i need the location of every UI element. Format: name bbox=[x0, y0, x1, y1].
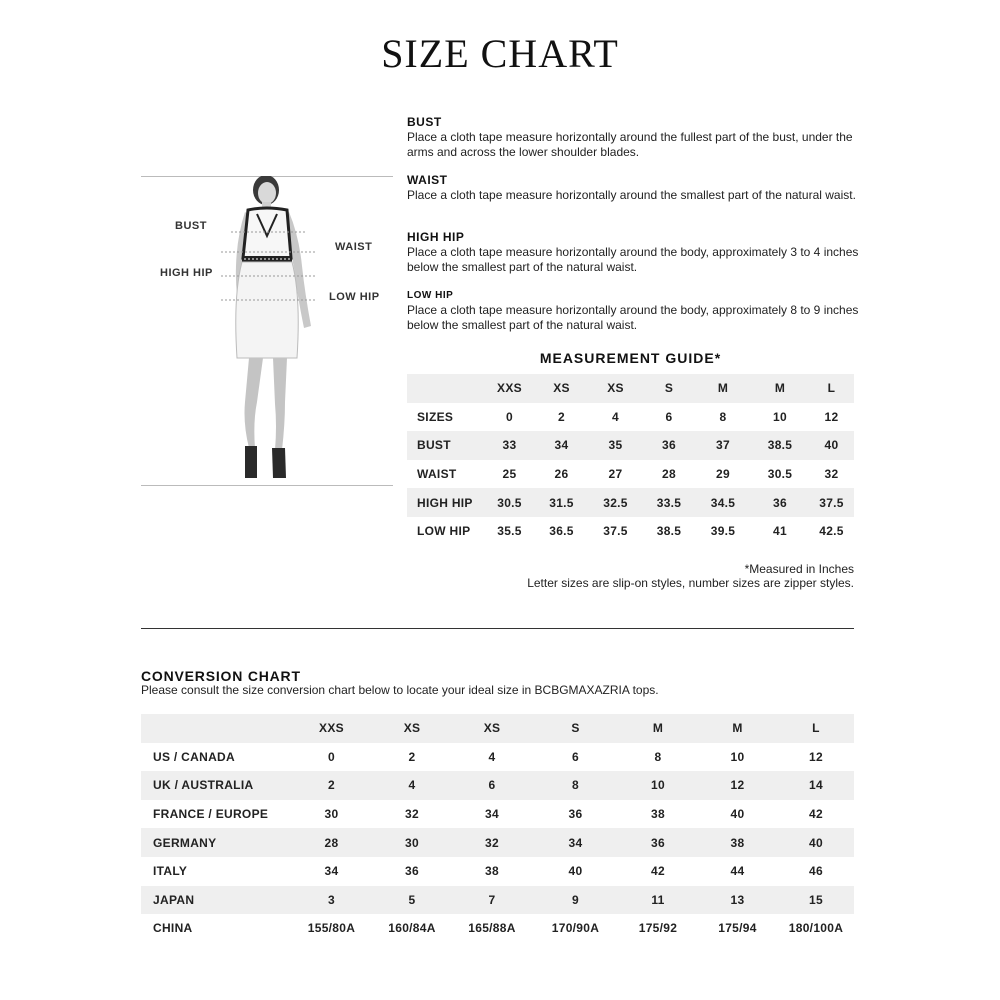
measurement-guide-table bbox=[407, 374, 854, 546]
table-row bbox=[407, 460, 854, 489]
table-cell: 4 bbox=[452, 743, 532, 772]
table-cell: 36 bbox=[643, 431, 695, 460]
table-cell: 36 bbox=[372, 857, 452, 886]
table-row bbox=[407, 403, 854, 432]
table-cell: 40 bbox=[809, 431, 854, 460]
header-cell: M bbox=[619, 714, 697, 743]
table-cell: 12 bbox=[697, 771, 778, 800]
table-cell: 3 bbox=[291, 886, 372, 915]
table-cell: 10 bbox=[697, 743, 778, 772]
header-cell: S bbox=[643, 374, 695, 403]
table-cell: 37.5 bbox=[588, 517, 643, 546]
table-row bbox=[407, 431, 854, 460]
row-label: BUST bbox=[407, 431, 484, 460]
table-cell: 2 bbox=[291, 771, 372, 800]
table-cell: 37 bbox=[695, 431, 751, 460]
table-cell: 9 bbox=[532, 886, 619, 915]
measurement-notes bbox=[407, 562, 854, 590]
table-cell: 30 bbox=[291, 800, 372, 829]
table-cell: 10 bbox=[619, 771, 697, 800]
table-cell: 2 bbox=[535, 403, 588, 432]
header-cell bbox=[407, 374, 484, 403]
table-cell: 170/90A bbox=[532, 914, 619, 943]
table-cell: 30.5 bbox=[484, 488, 535, 517]
table-cell: 175/92 bbox=[619, 914, 697, 943]
table-cell: 38.5 bbox=[643, 517, 695, 546]
table-cell: 10 bbox=[751, 403, 809, 432]
table-cell: 35 bbox=[588, 431, 643, 460]
table-cell: 6 bbox=[452, 771, 532, 800]
conversion-chart-subtitle: Please consult the size conversion chart below to locate your ideal size in BCBGMAXAZRIA tops. bbox=[141, 683, 659, 697]
header-cell: L bbox=[809, 374, 854, 403]
definition-text: Place a cloth tape measure horizontally around the fullest part of the bust, under the arms and across the lower shoulder blades. bbox=[407, 130, 853, 159]
header-cell: XS bbox=[452, 714, 532, 743]
table-cell: 46 bbox=[778, 857, 854, 886]
table-cell: 15 bbox=[778, 886, 854, 915]
table-cell: 6 bbox=[532, 743, 619, 772]
definition-term: WAIST bbox=[407, 173, 448, 187]
table-cell: 42.5 bbox=[809, 517, 854, 546]
table-cell: 160/84A bbox=[372, 914, 452, 943]
table-cell: 28 bbox=[643, 460, 695, 489]
table-cell: 38 bbox=[697, 828, 778, 857]
table-cell: 27 bbox=[588, 460, 643, 489]
table-cell: 0 bbox=[484, 403, 535, 432]
row-label: WAIST bbox=[407, 460, 484, 489]
table-cell: 36 bbox=[751, 488, 809, 517]
table-cell: 0 bbox=[291, 743, 372, 772]
table-cell: 36.5 bbox=[535, 517, 588, 546]
table-cell: 40 bbox=[532, 857, 619, 886]
conversion-table bbox=[141, 714, 854, 943]
table-cell: 12 bbox=[778, 743, 854, 772]
table-header-row bbox=[141, 714, 854, 743]
table-cell: 6 bbox=[643, 403, 695, 432]
definition-text: Place a cloth tape measure horizontally around the body, approximately 3 to 4 inches below the smallest part of the natural waist. bbox=[407, 245, 859, 274]
table-cell: 34 bbox=[532, 828, 619, 857]
figure-label-waist: WAIST bbox=[335, 241, 373, 253]
table-cell: 37.5 bbox=[809, 488, 854, 517]
table-cell: 31.5 bbox=[535, 488, 588, 517]
table-cell: 30.5 bbox=[751, 460, 809, 489]
row-label: LOW HIP bbox=[407, 517, 484, 546]
table-cell: 38 bbox=[619, 800, 697, 829]
header-cell: XXS bbox=[291, 714, 372, 743]
header-cell: XS bbox=[588, 374, 643, 403]
table-row bbox=[141, 771, 854, 800]
table-cell: 30 bbox=[372, 828, 452, 857]
table-cell: 2 bbox=[372, 743, 452, 772]
table-row bbox=[141, 800, 854, 829]
table-cell: 29 bbox=[695, 460, 751, 489]
table-cell: 4 bbox=[588, 403, 643, 432]
row-label: FRANCE / EUROPE bbox=[141, 800, 291, 829]
table-cell: 28 bbox=[291, 828, 372, 857]
table-cell: 44 bbox=[697, 857, 778, 886]
page-title: SIZE CHART bbox=[381, 31, 619, 76]
table-cell: 42 bbox=[778, 800, 854, 829]
table-cell: 180/100A bbox=[778, 914, 854, 943]
note-size-styles: Letter sizes are slip-on styles, number sizes are zipper styles. bbox=[527, 576, 854, 590]
row-label: ITALY bbox=[141, 857, 291, 886]
header-cell bbox=[141, 714, 291, 743]
row-label: HIGH HIP bbox=[407, 488, 484, 517]
table-cell: 8 bbox=[532, 771, 619, 800]
figure-label-high-hip: HIGH HIP bbox=[160, 267, 213, 279]
table-cell: 40 bbox=[778, 828, 854, 857]
table-cell: 39.5 bbox=[695, 517, 751, 546]
table-cell: 42 bbox=[619, 857, 697, 886]
table-row bbox=[141, 914, 854, 943]
definition-text: Place a cloth tape measure horizontally around the body, approximately 8 to 9 inches below the smallest part of the natural waist. bbox=[407, 303, 859, 332]
table-cell: 32 bbox=[452, 828, 532, 857]
header-cell: XXS bbox=[484, 374, 535, 403]
definition-text: Place a cloth tape measure horizontally around the smallest part of the natural waist. bbox=[407, 188, 856, 202]
table-cell: 34 bbox=[452, 800, 532, 829]
header-cell: L bbox=[778, 714, 854, 743]
definition-term: HIGH HIP bbox=[407, 230, 465, 244]
table-cell: 35.5 bbox=[484, 517, 535, 546]
note-measured-in-inches: *Measured in Inches bbox=[744, 562, 854, 576]
table-row bbox=[407, 488, 854, 517]
row-label: JAPAN bbox=[141, 886, 291, 915]
definition-term: LOW HIP bbox=[407, 290, 454, 301]
table-cell: 5 bbox=[372, 886, 452, 915]
definition-waist bbox=[407, 173, 867, 203]
table-cell: 175/94 bbox=[697, 914, 778, 943]
table-cell: 25 bbox=[484, 460, 535, 489]
row-label: SIZES bbox=[407, 403, 484, 432]
table-cell: 13 bbox=[697, 886, 778, 915]
row-label: US / CANADA bbox=[141, 743, 291, 772]
table-cell: 8 bbox=[695, 403, 751, 432]
header-cell: S bbox=[532, 714, 619, 743]
table-row bbox=[141, 828, 854, 857]
table-row bbox=[407, 517, 854, 546]
table-cell: 38.5 bbox=[751, 431, 809, 460]
table-cell: 41 bbox=[751, 517, 809, 546]
table-cell: 32 bbox=[372, 800, 452, 829]
definition-term: BUST bbox=[407, 115, 442, 129]
figure-label-low-hip: LOW HIP bbox=[329, 291, 380, 303]
measurement-guide-heading: MEASUREMENT GUIDE* bbox=[539, 350, 722, 366]
table-cell: 26 bbox=[535, 460, 588, 489]
table-cell: 38 bbox=[452, 857, 532, 886]
row-label: GERMANY bbox=[141, 828, 291, 857]
table-cell: 4 bbox=[372, 771, 452, 800]
table-cell: 34 bbox=[535, 431, 588, 460]
header-cell: XS bbox=[535, 374, 588, 403]
table-cell: 32 bbox=[809, 460, 854, 489]
table-cell: 11 bbox=[619, 886, 697, 915]
header-cell: XS bbox=[372, 714, 452, 743]
header-cell: M bbox=[695, 374, 751, 403]
table-cell: 33.5 bbox=[643, 488, 695, 517]
table-cell: 8 bbox=[619, 743, 697, 772]
table-cell: 34.5 bbox=[695, 488, 751, 517]
table-row bbox=[141, 886, 854, 915]
table-cell: 34 bbox=[291, 857, 372, 886]
definition-low-hip bbox=[407, 288, 867, 332]
row-label: UK / AUSTRALIA bbox=[141, 771, 291, 800]
definition-bust bbox=[407, 115, 867, 159]
table-row bbox=[141, 743, 854, 772]
conversion-chart-title: CONVERSION CHART bbox=[141, 668, 301, 684]
definition-high-hip bbox=[407, 230, 867, 274]
table-cell: 40 bbox=[697, 800, 778, 829]
header-cell: M bbox=[697, 714, 778, 743]
figure-bottom-rule bbox=[141, 485, 393, 486]
table-cell: 36 bbox=[532, 800, 619, 829]
row-label: CHINA bbox=[141, 914, 291, 943]
table-cell: 165/88A bbox=[452, 914, 532, 943]
table-cell: 12 bbox=[809, 403, 854, 432]
model-figure bbox=[141, 176, 393, 486]
table-cell: 7 bbox=[452, 886, 532, 915]
table-cell: 36 bbox=[619, 828, 697, 857]
table-cell: 32.5 bbox=[588, 488, 643, 517]
table-cell: 14 bbox=[778, 771, 854, 800]
table-cell: 155/80A bbox=[291, 914, 372, 943]
header-cell: M bbox=[751, 374, 809, 403]
figure-label-bust: BUST bbox=[175, 220, 207, 232]
table-header-row bbox=[407, 374, 854, 403]
table-cell: 33 bbox=[484, 431, 535, 460]
section-divider bbox=[141, 628, 854, 629]
table-row bbox=[141, 857, 854, 886]
